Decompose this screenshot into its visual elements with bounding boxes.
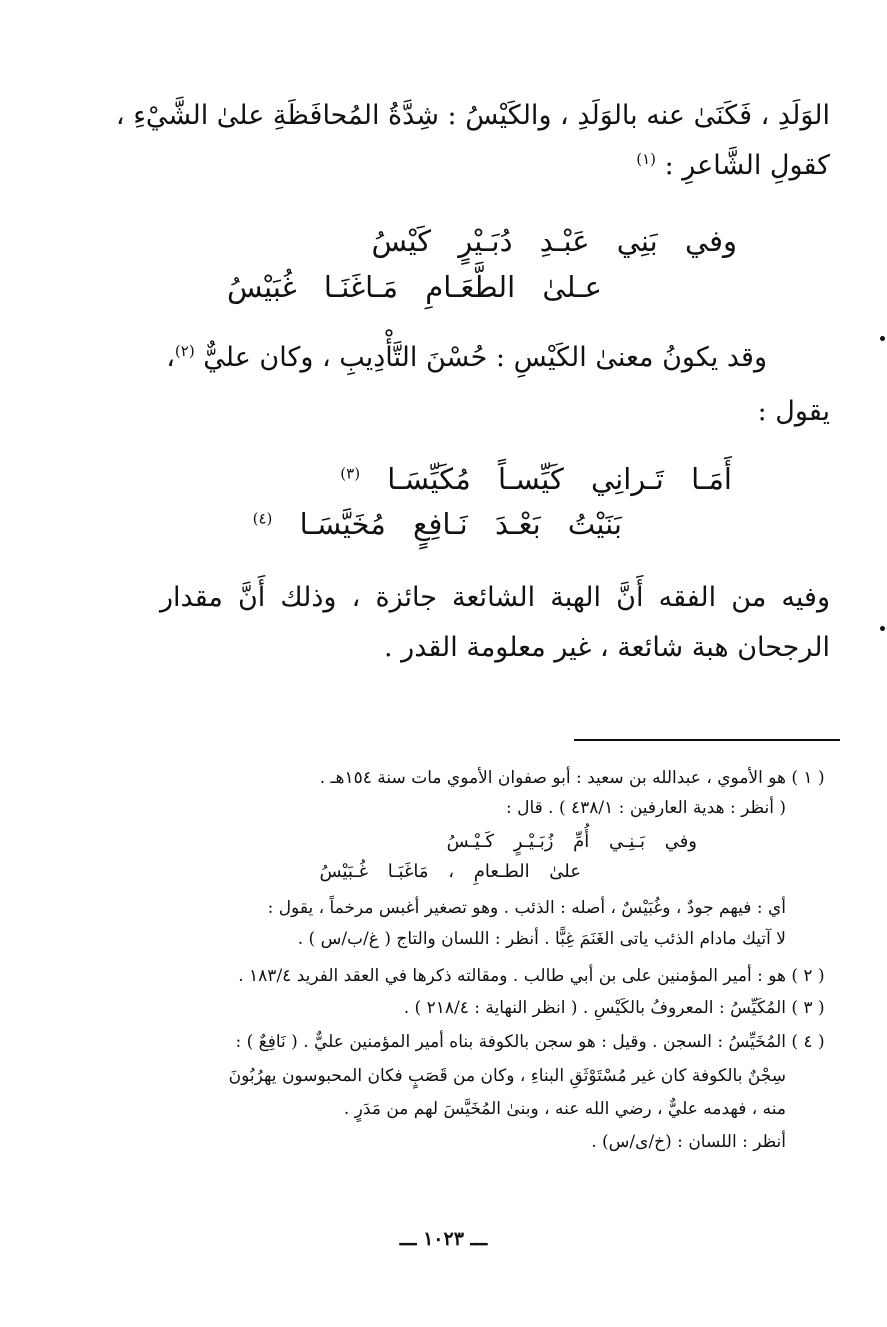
- verse-line: [340, 460, 732, 498]
- verse-text: أَمَـا تَـرانِي كَيِّسـاً مُكَيِّسَـا: [387, 462, 732, 496]
- footnote-line: سِجْنٌ بالكوفة كان غير مُسْتَوْثَقِ البناءِ ، وكان من قَصَبٍ فكان المحبوسون يهرُبُونَ: [228, 1066, 786, 1086]
- body-text: كقولِ الشَّاعرِ :: [664, 150, 830, 181]
- footnote-ref: (٢): [174, 342, 195, 360]
- footnote-ref: (٣): [340, 464, 361, 483]
- body-line: [636, 148, 830, 184]
- footnote-number: ( ٢ ): [791, 966, 825, 986]
- footnote-1: [320, 764, 830, 792]
- footnote-text: هو الأموي ، عبدالله بن سعيد : أبو صفوان الأموي مات سنة ١٥٤هـ .: [319, 768, 786, 788]
- body-line: الرجحان هبة شائعة ، غير معلومة القدر .: [384, 632, 830, 663]
- body-line: يقول :: [757, 396, 830, 427]
- scan-speck: [880, 336, 885, 341]
- verse-line: [253, 505, 622, 543]
- footnote-ref: (١): [636, 150, 657, 168]
- footnote-number: ( ٤ ): [791, 1032, 825, 1052]
- verse-line: عـلىٰ الطَّعَـامِ مَـاغَنَـا غُبَيْسُ: [227, 270, 602, 304]
- body-text: ،: [166, 342, 175, 373]
- body-text: وقد يكونُ معنىٰ الكَيْسِ : حُسْنَ التَّأْدِيبِ ، وكان عليٌّ: [203, 342, 767, 373]
- footnote-number: ( ١ ): [791, 768, 825, 788]
- footnote-text: هو : أمير المؤمنين على بن أبي طالب . ومقالته ذكرها في العقد الفريد ١٨٣/٤ .: [238, 966, 786, 986]
- footnote-4: [236, 1028, 831, 1056]
- footnote-line: منه ، فهدمه عليٌّ ، رضي الله عنه ، وبنىٰ المُخَيَّسَ لهم من مَدَرٍ .: [343, 1099, 786, 1119]
- verse-text: بَنَيْتُ بَعْـدَ نَـافِعٍ مُخَيَّسَـا: [299, 507, 622, 541]
- footnote-verse: علىٰ الطـعامِ ، مَاغَبَـا غُـبَيْسُ: [319, 861, 581, 882]
- body-line: [166, 340, 767, 376]
- footnote-verse: وفي بَـنِـي أُمِّ زُبَـيْـرٍ كَـيْـسُ: [446, 831, 697, 852]
- footnote-line: أنظر : اللسان : (خ/ى/س) .: [591, 1132, 786, 1152]
- footnote-2: [238, 962, 830, 990]
- footnote-text: المُخَيِّسُ : السجن . وقيل : هو سجن بالكوفة بناه أمير المؤمنين عليٌّ . ( نَافِعٌ ) :: [235, 1032, 786, 1052]
- footnote-separator: [574, 739, 840, 741]
- footnote-line: ( أنظر : هدية العارفين : ٤٣٨/١ ) . قال :: [505, 798, 786, 818]
- footnote-line: أي : فيهم جودٌ ، وغُبَيْسٌ ، أصله : الذئب . وهو تصغير أغبس مرخماً ، يقول :: [267, 898, 786, 918]
- footnote-ref: (٤): [252, 509, 273, 528]
- footnote-text: المُكَيِّسُ : المعروفُ بالكَيْسِ . ( انظر النهاية : ٢١٨/٤ ) .: [403, 998, 786, 1018]
- scan-speck: [880, 626, 885, 631]
- verse-line: وفي بَنِي عَبْـدِ دُبَـيْرٍ كَيْسُ: [371, 224, 737, 258]
- footnote-line: لا آتيك مادام الذئب ياتى الغَنَمَ غِبًّا . أنظر : اللسان والتاج ( غ/ب/س ) .: [297, 929, 786, 949]
- footnote-3: [404, 994, 830, 1022]
- body-line: الوَلَدِ ، فَكَنَىٰ عنه بالوَلَدِ ، والكَيْسُ : شِدَّةُ المُحافَظَةِ علىٰ الشَّيْءِ ،: [115, 100, 830, 131]
- page-number: ـــ ١٠٢٣ ـــ: [399, 1228, 488, 1250]
- footnote-number: ( ٣ ): [791, 998, 825, 1018]
- body-line: وفيه من الفقه أَنَّ الهبة الشائعة جائزة ، وذلك أَنَّ مقدار: [160, 582, 830, 613]
